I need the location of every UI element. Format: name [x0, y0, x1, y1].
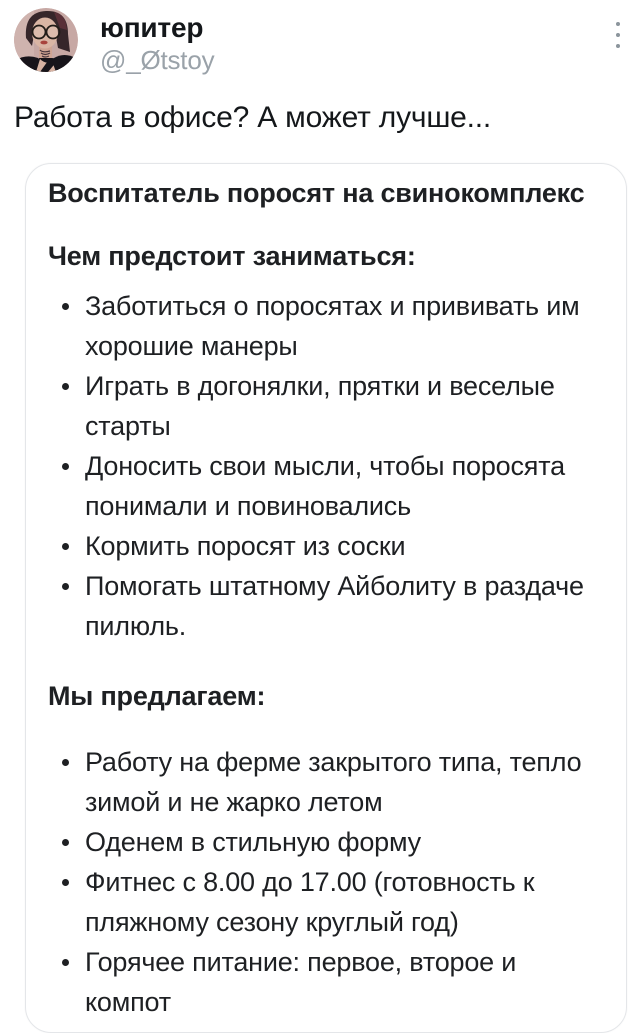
kebab-dot-icon — [616, 44, 620, 48]
kebab-dot-icon — [616, 22, 620, 26]
section-list — [48, 742, 606, 1022]
list-item: Горячее питание: первое, второе и компот — [48, 942, 606, 1022]
list-item: Оденем в стильную форму — [48, 822, 606, 862]
job-section — [48, 236, 606, 646]
job-sections — [48, 236, 606, 1022]
avatar-illustration — [14, 8, 78, 72]
job-posting-card[interactable] — [25, 163, 627, 1033]
more-menu-button[interactable] — [602, 8, 622, 56]
list-item: Фитнес с 8.00 до 17.00 (готовность к пляжному сезону круглый год) — [48, 862, 606, 942]
tweet-header — [0, 0, 640, 75]
author-link[interactable] — [100, 8, 214, 75]
section-heading: Мы предлагаем: — [48, 681, 266, 711]
list-item: Кормить поросят из соски — [48, 526, 606, 566]
list-item: Играть в догонялки, прятки и веселые старты — [48, 366, 606, 446]
list-item: Помогать штатному Айболиту в раздаче пилюль. — [48, 566, 606, 646]
section-heading: Чем предстоит заниматься: — [48, 241, 416, 271]
job-section — [48, 676, 606, 1022]
list-item: Доносить свои мысли, чтобы поросята понимали и повиновались — [48, 446, 606, 526]
tweet-text: Работа в офисе? А может лучше... — [14, 101, 492, 134]
author-handle: @_Øtstoy — [100, 45, 215, 75]
kebab-dot-icon — [616, 33, 620, 37]
list-item: Заботиться о поросятах и прививать им хорошие манеры — [48, 286, 606, 366]
author-name: юпитер — [100, 12, 204, 43]
job-title: Воспитатель поросят на свинокомплекс — [48, 178, 585, 208]
avatar[interactable] — [14, 8, 78, 72]
section-list — [48, 286, 606, 646]
list-item: Работу на ферме закрытого типа, тепло зимой и не жарко летом — [48, 742, 606, 822]
